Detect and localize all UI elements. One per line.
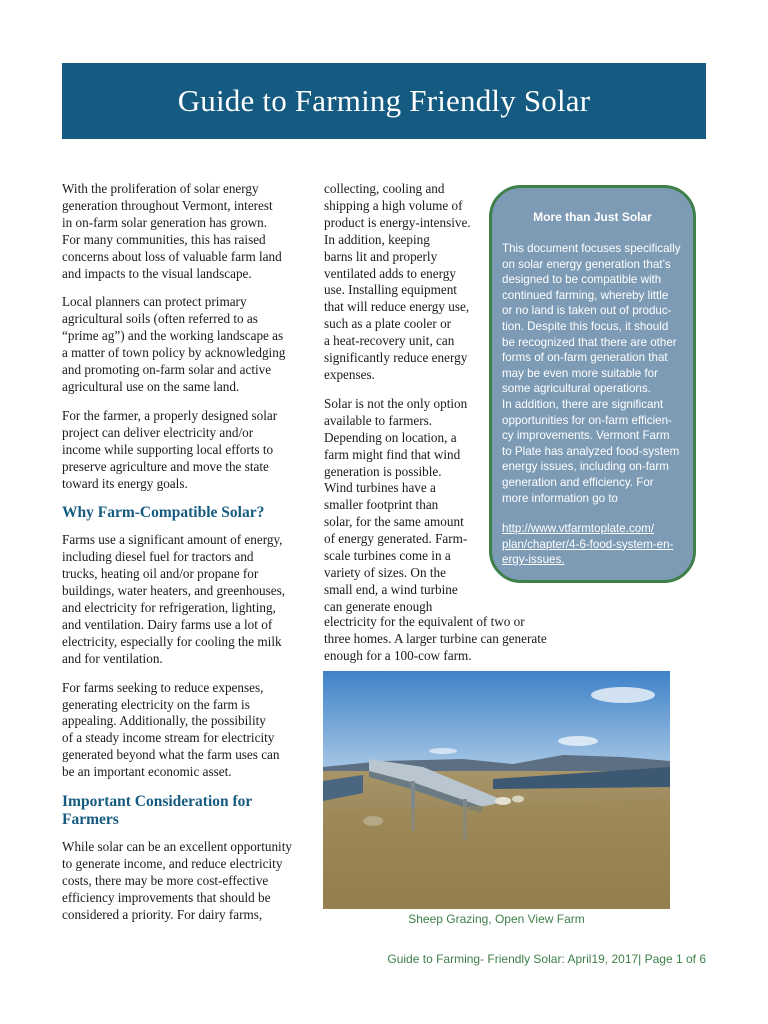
photo-solar-sheep [323,671,670,909]
paragraph-wind: Solar is not the only option available to farmers. Depending on location, a farm might find that wind generation is possible. Wind turbines have a smaller footprint than solar, for the same amount of energy generated. Farm- scale turbines come in a variety of sizes. On the small end, a wind turbine can generate enough [324,395,468,614]
paragraph-efficiency: While solar can be an excellent opportunity to generate income, and reduce electricity costs, there may be more cost-effective efficiency improvements that should be considered a priority. For dairy farms, [62,839,292,922]
heading-important-consideration: Important Consideration for Farmers [62,793,253,829]
photo-caption: Sheep Grazing, Open View Farm [408,912,585,926]
page-title: Guide to Farming Friendly Solar [177,83,591,118]
column-middle-continued [324,614,584,677]
column-left [62,181,310,936]
sidebar-body: This document focuses specifically on solar energy generation that’s designed to be compatible with continued farming, whereby little or no land is taken out of produc- tion. Despite this focus, it should be recognized that there are other forms of on-farm generation that may be even more suitable for some agricultural operations. In addition, there are significant opportunities for on-farm efficien- cy improvements. Vermont Farm to Plate has analyzed food-system energy issues, including on-farm generation and efficiency. For more information go to [502,242,681,505]
paragraph-farmer: For the farmer, a properly designed solar project can deliver electricity and/or income while supporting local efforts to preserve agriculture and move the state toward its energy goals. [62,407,278,491]
solar-field-illustration [323,671,670,909]
title-banner [62,63,706,139]
paragraph-planners: Local planners can protect primary agricultural soils (often referred to as “prime ag”) and the working landscape as a matter of town policy by acknowledging and promoting on-farm solar and active agricultural use on the same land. [62,294,286,394]
paragraph-intro: With the proliferation of solar energy generation throughout Vermont, interest in on-farm solar generation has grown. For many communities, this has raised concerns about loss of valuable farm land and impacts to the visual landscape. [62,181,282,281]
sidebar-link[interactable]: http://www.vtfarmtoplate.com/ plan/chapter/4-6-food-system-en- ergy-issues. [502,522,674,567]
page-footer: Guide to Farming- Friendly Solar: April19, 2017| Page 1 of 6 [387,952,706,966]
column-middle [324,181,484,616]
paragraph-wind-end: electricity for the equivalent of two or three homes. A larger turbine can generate enough for a 100-cow farm. [324,614,547,663]
paragraph-dairy-energy: collecting, cooling and shipping a high volume of product is energy-intensive. In addition, keeping barns lit and properly ventilated adds to energy use. Installing equipment that will reduce energy use, such as a plate cooler or a heat-recovery unit, can significantly reduce energy expenses. [324,181,471,382]
paragraph-expenses: For farms seeking to reduce expenses, generating electricity on the farm is appealing. Additionally, the possibility of a steady income stream for electricity generated beyond what the farm uses can be an important economic asset. [62,679,280,780]
sidebar-box [489,185,696,583]
sidebar-title: More than Just Solar [533,210,652,224]
heading-why-farm-compatible: Why Farm-Compatible Solar? [62,504,265,522]
paragraph-energy-use: Farms use a significant amount of energy, including diesel fuel for tractors and trucks, heating oil and/or propane for buildings, water heaters, and greenhouses, and electricity for refrigeration, lighting, and ventilation. Dairy farms use a lot of electricity, especially for cooling the milk and for ventilation. [62,532,286,666]
